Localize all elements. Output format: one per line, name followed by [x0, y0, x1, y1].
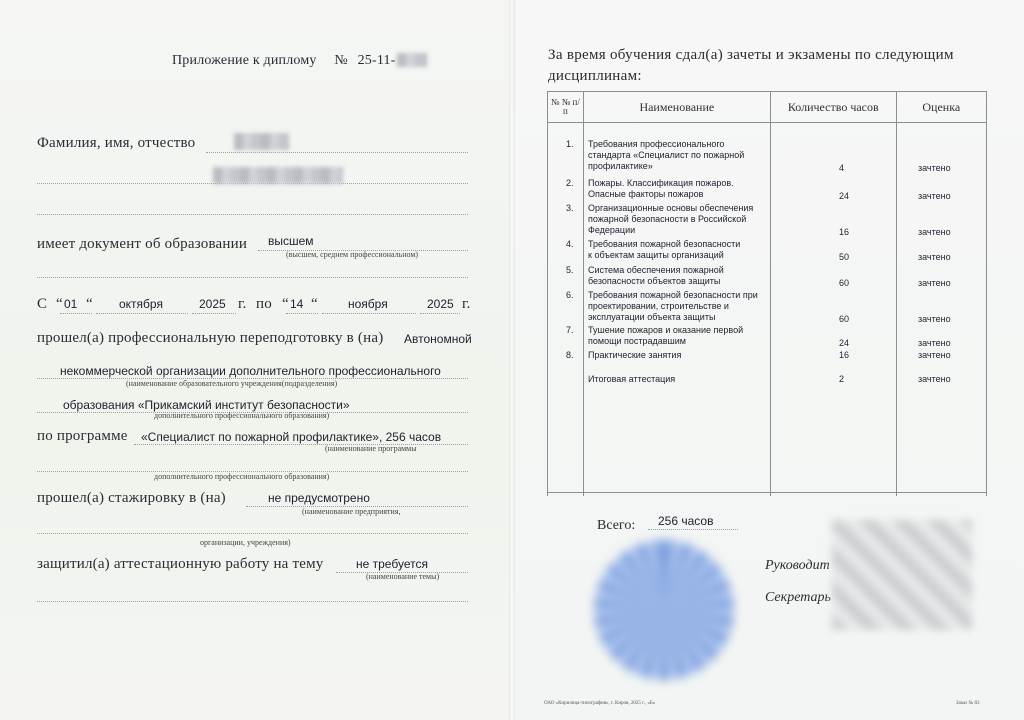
printer-note: ОАО «Кирилица-типография», г. Киров, 2025 г., «Б» — [544, 701, 656, 706]
thesis-value: не требуется — [356, 557, 428, 571]
row-grade: зачтено — [918, 374, 951, 384]
row-hours: 50 — [839, 252, 850, 262]
row-hours: 24 — [839, 191, 850, 201]
row-hours: 24 — [839, 338, 850, 348]
date-from-prefix: С — [37, 296, 48, 312]
education-label: имеет документ об образовании — [37, 236, 248, 252]
org-line-3: образования «Прикамский институт безопасности» — [63, 398, 350, 412]
row-name-line: эксплуатации объекта защиты — [588, 312, 716, 322]
row-number: 7. — [566, 325, 574, 335]
secretary-label: Секретарь — [765, 590, 831, 605]
redacted-surname — [234, 133, 289, 150]
table-bottom-border — [548, 492, 987, 493]
org-line-1: Автономной — [404, 332, 472, 346]
total-label: Всего: — [597, 518, 636, 533]
row-grade: зачтено — [918, 191, 951, 201]
day-line-2 — [286, 313, 318, 314]
internship-hint-2: организации, учреждения) — [200, 538, 291, 547]
fio-line-1 — [206, 152, 468, 153]
row-grade: зачтено — [918, 163, 951, 173]
row-grade: зачтено — [918, 227, 951, 237]
thesis-label: защитил(а) аттестационную работу на тему — [37, 556, 324, 572]
number-sign: № — [334, 53, 348, 68]
row-number: 3. — [566, 203, 574, 213]
education-hint: (высшем, среднем профессиональном) — [286, 250, 419, 259]
row-hours: 16 — [839, 350, 850, 360]
day-line-1 — [60, 313, 92, 314]
thesis-rule-2 — [37, 601, 468, 602]
row-hours: 2 — [839, 374, 845, 384]
col-grade — [896, 123, 986, 496]
row-name-line: Требования профессионального — [588, 139, 725, 149]
col-hours — [770, 123, 896, 496]
row-grade: зачтено — [918, 350, 951, 360]
program-hint-1: (наименование программы — [325, 444, 417, 453]
date-from-month: октября — [119, 297, 163, 311]
page-spine — [509, 0, 515, 720]
education-line-2 — [37, 277, 468, 278]
appendix-title — [172, 53, 396, 69]
row-name-line: стандарта «Специалист по пожарной — [588, 150, 745, 160]
org-hint-1: (наименование образовательного учреждения(подразделения) — [126, 379, 338, 388]
thesis-hint: (наименование темы) — [366, 572, 440, 581]
order-note: Заказ № 83 — [956, 701, 980, 706]
row-number: 2. — [566, 178, 574, 188]
row-name-line: проектировании, строительстве и — [588, 301, 729, 311]
row-grade: зачтено — [918, 338, 951, 348]
col-header-grade: Оценка — [896, 92, 986, 123]
official-seal — [594, 540, 734, 680]
row-number: 1. — [566, 139, 574, 149]
month-line-1 — [96, 313, 188, 314]
program-value: «Специалист по пожарной профилактике», 256 часов — [141, 430, 442, 444]
education-value: высшем — [268, 234, 314, 248]
row-grade: зачтено — [918, 278, 951, 288]
intro-line-2: дисциплинам: — [548, 68, 642, 84]
date-to-year: 2025 — [427, 297, 454, 311]
director-label: Руководит — [765, 558, 830, 573]
row-grade: зачтено — [918, 252, 951, 262]
row-name-line: Федерации — [588, 225, 636, 235]
year-suffix-1: г. — [238, 296, 247, 312]
fio-line-3 — [37, 214, 468, 215]
row-name-line: пожарной безопасности в Российской — [588, 214, 747, 224]
total-rule — [648, 529, 738, 530]
row-name-line: помощи пострадавшим — [588, 336, 686, 346]
date-to-prefix: по — [256, 296, 272, 312]
year-suffix-2: г. — [462, 296, 471, 312]
row-number: 5. — [566, 265, 574, 275]
redacted-name — [213, 167, 343, 184]
month-line-2 — [322, 313, 416, 314]
row-name-line: Опасные факторы пожаров — [588, 189, 704, 199]
row-name-line: Итоговая аттестация — [588, 374, 676, 384]
year-line-2 — [420, 313, 460, 314]
row-name-line: Система обеспечения пожарной — [588, 265, 724, 275]
row-grade: зачтено — [918, 314, 951, 324]
row-number: 4. — [566, 239, 574, 249]
date-from-day: 01 — [64, 297, 78, 311]
org-hint-2: дополнительного профессионального образования) — [154, 411, 330, 420]
program-hint-2: дополнительного профессионального образования) — [154, 472, 330, 481]
row-name-line: безопасности объектов защиты — [588, 276, 721, 286]
fio-label: Фамилия, имя, отчество — [37, 135, 196, 151]
diploma-number: 25-11- — [357, 53, 396, 68]
row-name-line: Пожары. Классификация пожаров. — [588, 178, 734, 188]
retraining-label: прошел(а) профессиональную переподготовку в (на) — [37, 330, 384, 346]
internship-value: не предусмотрено — [268, 491, 370, 505]
row-hours: 60 — [839, 314, 850, 324]
row-name-line: Требования пожарной безопасности — [588, 239, 741, 249]
row-name-line: к объектам защиты организаций — [588, 250, 724, 260]
date-to-month: ноября — [348, 297, 388, 311]
internship-rule-2 — [37, 533, 468, 534]
redacted-number — [397, 53, 427, 67]
program-label: по программе — [37, 428, 128, 444]
row-number: 8. — [566, 350, 574, 360]
internship-hint-1: (наименование предприятия, — [302, 507, 401, 516]
program-rule — [134, 444, 468, 445]
row-name-line: Требования пожарной безопасности при — [588, 290, 758, 300]
internship-label: прошел(а) стажировку в (на) — [37, 490, 226, 506]
total-value: 256 часов — [658, 514, 714, 528]
row-name-line: профилактике» — [588, 161, 653, 171]
year-line-1 — [192, 313, 236, 314]
row-name-line: Тушение пожаров и оказание первой — [588, 325, 744, 335]
appendix-title-text: Приложение к диплому — [172, 53, 317, 68]
row-hours: 60 — [839, 278, 850, 288]
row-number: 6. — [566, 290, 574, 300]
row-name-line: Организационные основы обеспечения — [588, 203, 754, 213]
row-name-line: Практические занятия — [588, 350, 682, 360]
redacted-signatures — [832, 520, 972, 630]
intro-line-1: За время обучения сдал(а) зачеты и экзамены по следующим — [548, 47, 954, 63]
col-header-hours: Количество часов — [770, 92, 896, 123]
col-header-name: Наименование — [583, 92, 770, 123]
col-header-number: № № п/п — [548, 92, 584, 123]
row-hours: 4 — [839, 163, 845, 173]
row-hours: 16 — [839, 227, 850, 237]
date-from-year: 2025 — [199, 297, 226, 311]
org-line-2: некоммерческой организации дополнительного профессионального — [60, 364, 441, 378]
date-to-day: 14 — [290, 297, 304, 311]
